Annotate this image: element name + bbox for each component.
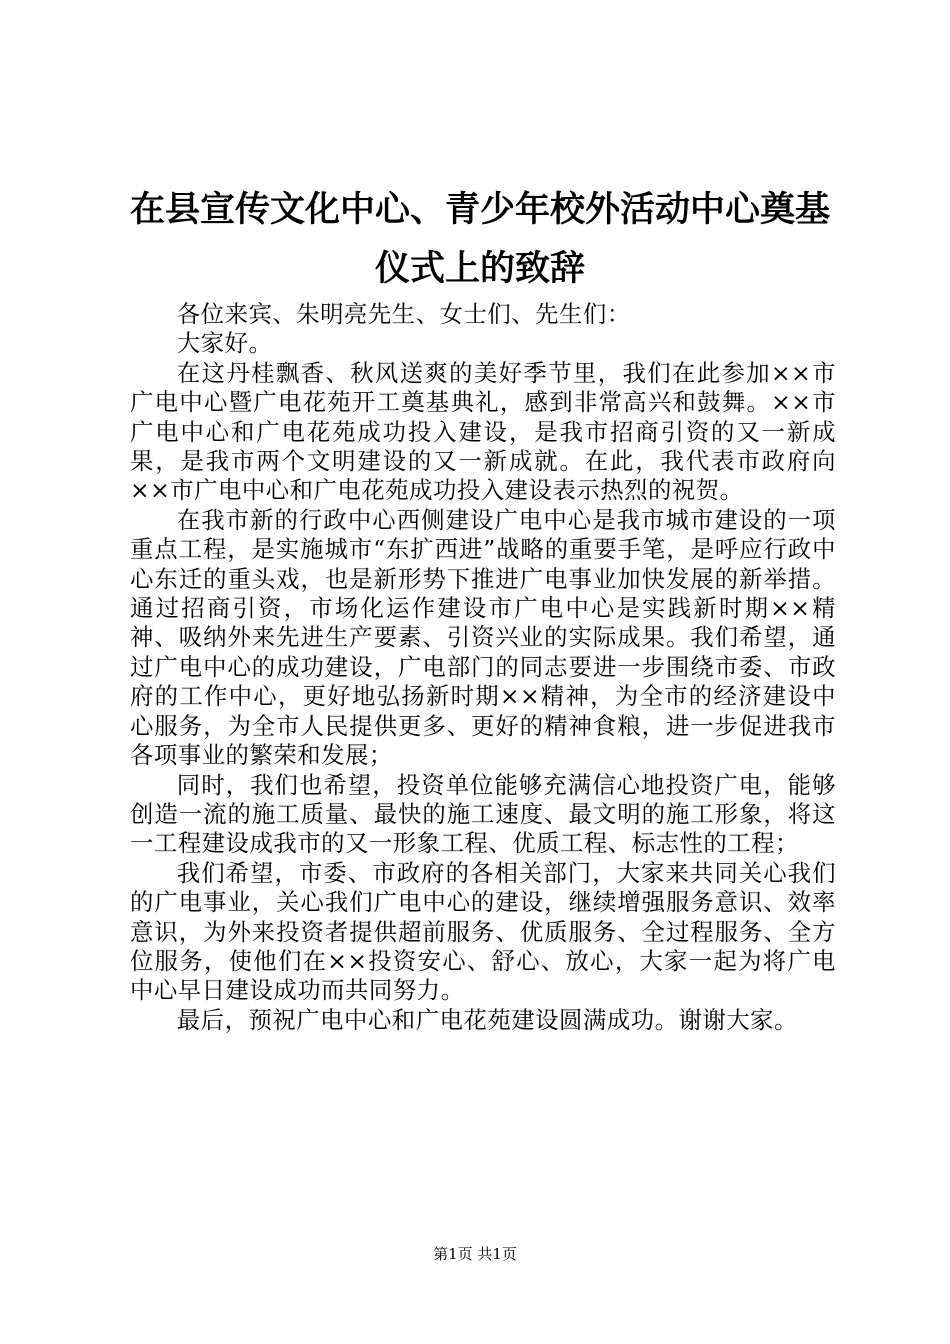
speech-body bbox=[130, 300, 836, 1035]
paragraph-congratulations: 在这丹桂飘香、秋风送爽的美好季节里，我们在此参加××市广电中心暨广电花苑开工奠基典礼，感到非常高兴和鼓舞。××市广电中心和广电花苑成功投入建设，是我市招商引资的又一新成果，是我市两个文明建设的又一新成就。在此，我代表市政府向××市广电中心和广电花苑成功投入建设表示热烈的祝贺。 bbox=[130, 358, 836, 505]
paragraph-significance: 在我市新的行政中心西侧建设广电中心是我市城市建设的一项重点工程，是实施城市“东扩西进”战略的重要手笔，是呼应行政中心东迁的重头戏，也是新形势下推进广电事业加快发展的新举措。通过招商引资，市场化运作建设市广电中心是实践新时期××精神、吸纳外来先进生产要素、引资兴业的实际成果。我们希望，通过广电中心的成功建设，广电部门的同志要进一步围绕市委、市政府的工作中心，更好地弘扬新时期××精神，为全市的经济建设中心服务，为全市人民提供更多、更好的精神食粮，进一步促进我市各项事业的繁荣和发展； bbox=[130, 505, 836, 770]
page-number: 第1页 共1页 bbox=[433, 1245, 517, 1263]
paragraph-investors: 同时，我们也希望，投资单位能够充满信心地投资广电，能够创造一流的施工质量、最快的施工速度、最文明的施工形象，将这一工程建设成我市的又一形象工程、优质工程、标志性的工程； bbox=[130, 770, 836, 858]
paragraph-closing: 最后，预祝广电中心和广电花苑建设圆满成功。谢谢大家。 bbox=[176, 1005, 798, 1034]
title-line-2: 仪式上的致辞 bbox=[374, 248, 585, 289]
paragraph-departments: 我们希望，市委、市政府的各相关部门，大家来共同关心我们的广电事业，关心我们广电中心的建设，继续增强服务意识、效率意识，为外来投资者提供超前服务、优质服务、全过程服务、全方位服务，使他们在××投资安心、舒心、放心，大家一起为将广电中心早日建设成功而共同努力。 bbox=[130, 858, 836, 1005]
greeting: 大家好。 bbox=[176, 329, 273, 358]
salutation: 各位来宾、朱明亮先生、女士们、先生们： bbox=[176, 300, 631, 328]
title-line-1: 在县宣传文化中心、青少年校外活动中心奠基 bbox=[129, 189, 830, 230]
